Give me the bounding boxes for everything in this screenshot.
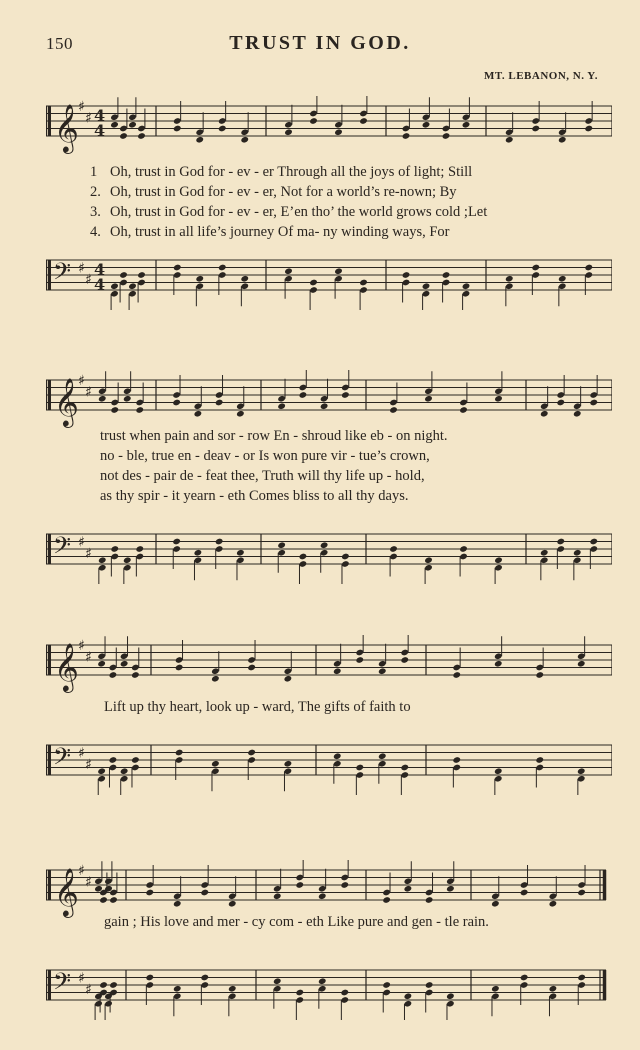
verse-text: Oh, trust in God for - ev - er Through all the joys of light; Still xyxy=(110,164,473,180)
verse-text: trust when pain and sor - row En - shroud like eb - on night. xyxy=(100,428,448,444)
lyric-line xyxy=(46,202,612,222)
verse-number: 2. xyxy=(90,184,101,200)
sharp-icon: ♯ xyxy=(78,99,85,115)
sharp-icon: ♯ xyxy=(85,271,92,288)
lyric-line xyxy=(46,486,612,506)
sharp-icon: ♯ xyxy=(85,545,92,562)
time-signature-bottom: 4 xyxy=(94,275,106,294)
treble-staff-2 xyxy=(46,370,612,430)
verse-number: 3. xyxy=(90,204,101,220)
verse-text: Lift up thy heart, look up - ward, The gifts of faith to xyxy=(104,699,411,715)
lyric-line xyxy=(46,162,612,182)
bass-clef-icon: 𝄢 xyxy=(53,531,72,565)
note-group xyxy=(94,974,586,1020)
verse-text: Oh, trust in all life’s journey Of ma- ny winding ways, For xyxy=(110,224,450,240)
sharp-icon: ♯ xyxy=(85,110,92,127)
sharp-icon: ♯ xyxy=(78,863,85,879)
staff-lines xyxy=(46,742,612,776)
bass-clef-icon: 𝄢 xyxy=(53,257,72,291)
music-system-2 xyxy=(46,370,612,580)
page-title: TRUST IN GOD. xyxy=(229,32,411,54)
treble-clef-icon: 𝄞 xyxy=(54,642,79,691)
staff-lines xyxy=(46,531,612,565)
time-signature-top: 4 xyxy=(94,260,106,279)
lyric-line xyxy=(46,426,612,446)
note-group xyxy=(98,538,598,584)
verse-text: Oh, trust in God for - ev - er, E’en tho’ the world grows cold ;Let xyxy=(110,204,488,220)
bass-clef-icon: 𝄢 xyxy=(53,742,72,776)
bass-staff-4 xyxy=(46,960,612,1020)
sharp-icon: ♯ xyxy=(85,981,92,998)
verse-text: not des - pair de - feat thee, Truth will thy life up - hold, xyxy=(100,468,425,484)
bass-clef-icon: 𝄢 xyxy=(53,967,72,1001)
sharp-icon: ♯ xyxy=(78,373,85,389)
note-group xyxy=(110,264,593,310)
page-number: 150 xyxy=(46,34,73,53)
lyric-line xyxy=(46,697,612,717)
bass-staff-1 xyxy=(46,250,612,310)
lyric-line xyxy=(46,182,612,202)
music-system-3 xyxy=(46,635,612,785)
treble-clef-icon: 𝄞 xyxy=(54,377,79,426)
verse-text: gain ; His love and mer - cy com - eth Like pure and gen - tle rain. xyxy=(104,914,489,930)
treble-staff-1 xyxy=(46,96,612,156)
lyric-line xyxy=(46,446,612,466)
verse-number: 1 xyxy=(90,164,98,180)
composer-credit: MT. LEBANON, N. Y. xyxy=(483,70,598,82)
verse-text: Oh, trust in God for - ev - er, Not for a world’s re-nown; By xyxy=(110,184,457,200)
bass-staff-2 xyxy=(46,524,612,584)
sharp-icon: ♯ xyxy=(78,970,85,987)
sharp-icon: ♯ xyxy=(85,756,92,773)
treble-clef-icon: 𝄞 xyxy=(54,867,79,916)
verse-number: 4. xyxy=(90,224,101,240)
sharp-icon: ♯ xyxy=(78,745,85,762)
sharp-icon: ♯ xyxy=(85,384,92,401)
treble-staff-4 xyxy=(46,860,612,920)
music-system-1 xyxy=(46,96,612,306)
sharp-icon: ♯ xyxy=(85,649,92,666)
sharp-icon: ♯ xyxy=(85,874,92,891)
time-signature-top: 4 xyxy=(94,106,106,125)
lyric-line xyxy=(46,222,612,242)
staff-lines xyxy=(46,645,612,675)
note-group xyxy=(97,749,585,795)
treble-staff-3 xyxy=(46,635,612,695)
staff-lines xyxy=(46,106,612,136)
treble-clef-icon: 𝄞 xyxy=(54,103,79,152)
sharp-icon: ♯ xyxy=(78,638,85,654)
verse-text: as thy spir - it yearn - eth Comes bliss to all thy days. xyxy=(100,488,409,504)
verse-text: no - ble, true en - deav - or Is won pure vir - tue’s crown, xyxy=(100,448,430,464)
sharp-icon: ♯ xyxy=(78,260,85,277)
lyric-line xyxy=(46,912,612,932)
time-signature-bottom: 4 xyxy=(94,121,106,140)
lyric-line xyxy=(46,466,612,486)
bass-staff-3 xyxy=(46,735,612,795)
music-system-4 xyxy=(46,860,612,1010)
sharp-icon: ♯ xyxy=(78,534,85,551)
